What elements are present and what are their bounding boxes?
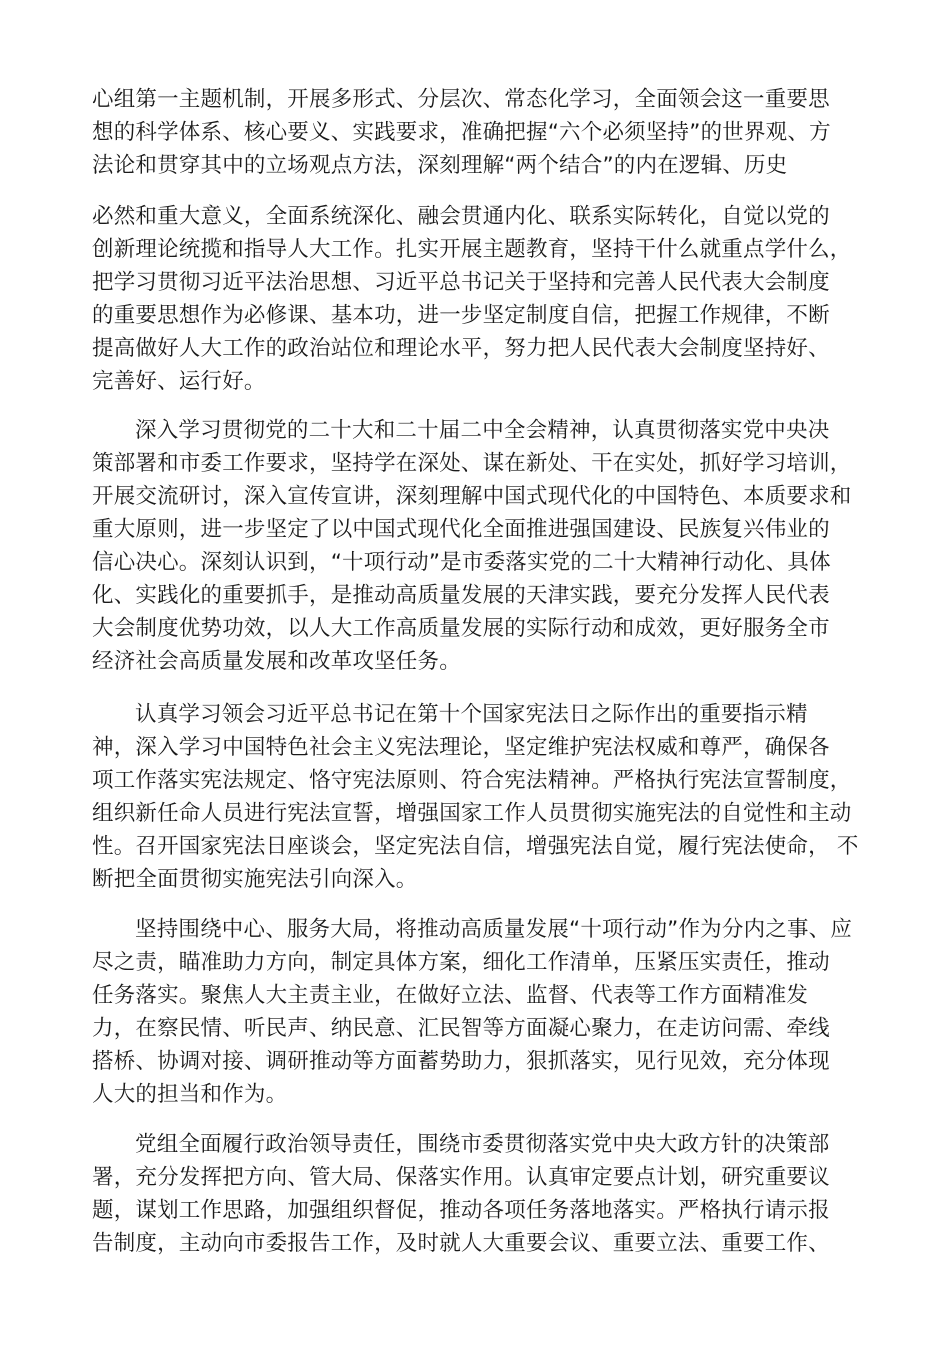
text-line: 化、实践化的重要抓手，是推动高质量发展的天津实践，要充分发挥人民代表 xyxy=(92,583,830,608)
text-line: 把学习贯彻习近平法治思想、习近平总书记关于坚持和完善人民代表大会制度 xyxy=(92,270,830,295)
text-line: 开展交流研讨，深入宣传宣讲，深刻理解中国式现代化的中国特色、本质要求和 xyxy=(92,484,852,509)
text-line: 人大的担当和作为。 xyxy=(92,1082,288,1107)
text-line: 的重要思想作为必修课、基本功，进一步坚定制度自信，把握工作规律，不断 xyxy=(92,303,830,328)
text-line: 告制度，主动向市委报告工作，及时就人大重要会议、重要立法、重要工作、 xyxy=(92,1231,830,1256)
text-line: 题，谋划工作思路，加强组织督促，推动各项任务落地落实。严格执行请示报 xyxy=(92,1198,830,1223)
text-line: 必然和重大意义，全面系统深化、融会贯通内化、联系实际转化，自觉以党的 xyxy=(92,204,830,229)
text-line: 提高做好人大工作的政治站位和理论水平，努力把人民代表大会制度坚持好、 xyxy=(92,336,830,361)
text-line: 断把全面贯彻实施宪法引向深入。 xyxy=(92,867,418,892)
text-line: 想的科学体系、核心要义、实践要求，准确把握“六个必须坚持”的世界观、方 xyxy=(92,120,831,145)
text-line: 党组全面履行政治领导责任，围绕市委贯彻落实党中央大政方针的决策部 xyxy=(135,1132,830,1157)
text-line: 性。召开国家宪法日座谈会，坚定宪法自信，增强宪法自觉，履行宪法使命， 不 xyxy=(92,834,859,859)
text-line: 项工作落实宪法规定、恪守宪法原则、符合宪法精神。严格执行宪法宣誓制度， xyxy=(92,768,852,793)
text-line: 任务落实。聚焦人大主责主业，在做好立法、监督、代表等工作方面精准发 xyxy=(92,983,809,1008)
paragraph-3 xyxy=(92,414,862,678)
text-line: 策部署和市委工作要求，坚持学在深处、谋在新处、干在实处，抓好学习培训， xyxy=(92,451,852,476)
text-line: 组织新任命人员进行宪法宣誓，增强国家工作人员贯彻实施宪法的自觉性和主动 xyxy=(92,801,852,826)
text-line: 法论和贯穿其中的立场观点方法，深刻理解“两个结合”的内在逻辑、历史 xyxy=(92,153,788,178)
text-line: 深入学习贯彻党的二十大和二十届二中全会精神，认真贯彻落实党中央决 xyxy=(135,418,830,443)
text-line: 坚持围绕中心、服务大局，将推动高质量发展“十项行动”作为分内之事、应 xyxy=(135,917,853,942)
text-line: 力，在察民情、听民声、纳民意、汇民智等方面凝心聚力，在走访问需、牵线 xyxy=(92,1016,830,1041)
text-line: 搭桥、协调对接、调研推动等方面蓄势助力，狠抓落实，见行见效，充分体现 xyxy=(92,1049,830,1074)
paragraph-6 xyxy=(92,1128,862,1260)
paragraph-4 xyxy=(92,698,862,896)
text-line: 尽之责，瞄准助力方向，制定具体方案，细化工作清单，压紧压实责任，推动 xyxy=(92,950,830,975)
paragraph-1 xyxy=(92,83,862,182)
text-line: 经济社会高质量发展和改革攻坚任务。 xyxy=(92,649,461,674)
text-line: 神，深入学习中国特色社会主义宪法理论，坚定维护宪法权威和尊严，确保各 xyxy=(92,735,830,760)
text-line: 心组第一主题机制，开展多形式、分层次、常态化学习，全面领会这一重要思 xyxy=(92,87,830,112)
text-line: 创新理论统揽和指导人大工作。扎实开展主题教育，坚持干什么就重点学什么， xyxy=(92,237,852,262)
text-line: 大会制度优势功效，以人大工作高质量发展的实际行动和成效，更好服务全市 xyxy=(92,616,830,641)
text-line: 署，充分发挥把方向、管大局、保落实作用。认真审定要点计划，研究重要议 xyxy=(92,1165,830,1190)
text-line: 信心决心。深刻认识到，“十项行动”是市委落实党的二十大精神行动化、具体 xyxy=(92,550,831,575)
paragraph-5 xyxy=(92,913,862,1111)
text-line: 完善好、运行好。 xyxy=(92,369,266,394)
text-line: 认真学习领会习近平总书记在第十个国家宪法日之际作出的重要指示精 xyxy=(135,702,808,727)
paragraph-2 xyxy=(92,200,862,398)
text-line: 重大原则，进一步坚定了以中国式现代化全面推进强国建设、民族复兴伟业的 xyxy=(92,517,830,542)
